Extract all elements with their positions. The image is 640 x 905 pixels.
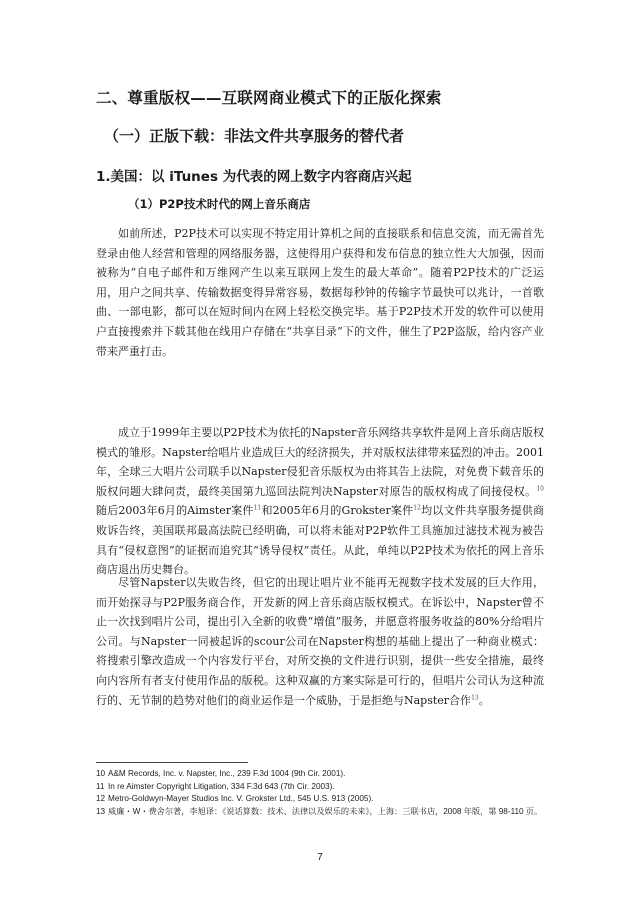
footnote-number: 11 xyxy=(96,781,105,791)
footnote-text: In re Aimster Copyright Litigation, 334 F.3d 643 (7th Cir. 2003). xyxy=(108,781,335,791)
footnote-ref-11[interactable]: 11 xyxy=(253,504,262,512)
subsubsection-heading: 1.美国：以 iTunes 为代表的网上数字内容商店兴起 xyxy=(96,169,412,185)
subsection-heading: （一）正版下载：非法文件共享服务的替代者 xyxy=(104,127,405,145)
footnotes xyxy=(96,768,548,818)
section-heading: 二、尊重版权——互联网商业模式下的正版化探索 xyxy=(96,89,442,107)
paragraph-text: 均以文件共享服务提供商败诉告终，美国联邦最高法院已经明确，可以将未能对P2P软件工具施加过滤技术视为被告具有“侵权意图”的证据而追究其“诱导侵权”责任。从此，单纯以P2P技术为依托的网上音乐商店退出历史舞台。 xyxy=(96,504,545,577)
paragraph-napster-business-model xyxy=(96,573,544,710)
paragraph-napster-history xyxy=(96,423,544,580)
paragraph-text: 和2005年6月的Grokster案件 xyxy=(261,504,414,518)
footnote-ref-12[interactable]: 12 xyxy=(413,504,421,512)
paragraph-text: 。 xyxy=(478,693,490,707)
paragraph-text: 尽管Napster以失败告终，但它的出现让唱片业不能再无视数字技术发展的巨大作用，而开始探寻与P2P服务商合作，开发新的网上音乐商店版权模式。在诉讼中，Napster曾不止一次找到唱片公司，提出引入全新的收费“增值”服务，并愿意将服务收益的80%分给唱片公司。与Napster一同被起诉的scour公司在Napster构想的基础上提出了一种商业模式：将搜索引擎改造成一个内容发行平台，对所交换的文件进行识别，提供一些安全措施，最终向内容所有者支付使用作品的版税。这种双赢的方案实际是可行的，但唱片公司认为这种流行的、无节制的趋势对他们的商业运作是一个威胁，于是拒绝与Napster合作 xyxy=(96,576,544,707)
footnote-item xyxy=(96,768,548,781)
footnote-number: 12 xyxy=(96,794,106,804)
paragraph-p2p-intro xyxy=(96,224,544,361)
footnote-number: 10 xyxy=(96,769,106,778)
page-number: 7 xyxy=(317,852,323,863)
footnote-ref-13[interactable]: 13 xyxy=(471,693,479,701)
footnote-text: Metro-Goldwyn-Mayer Studios Inc. V. Grokster Ltd., 545 U.S. 913 (2005). xyxy=(108,794,374,804)
footnote-item xyxy=(96,781,548,794)
paragraph-text: 如前所述，P2P技术可以实现不特定用计算机之间的直接联系和信息交流，而无需首先登录由他人经营和管理的网络服务器，这使得用户获得和发布信息的独立性大大加强，因而被称为“自电子邮件和万维网产生以来互联网上发生的最大革命”。随着P2P技术的广泛运用，用户之间共享、传输数据变得异常容易，数据每秒钟的传输字节最快可以兆计，一首歌曲、一部电影，都可以在短时间内在网上轻松交换完毕。基于P2P技术开发的软件可以使用户直接搜索并下载其他在线用户存储在“共享目录”下的文件，催生了P2P盗版，给内容产业带来严重打击。 xyxy=(96,227,544,358)
footnote-item xyxy=(96,793,548,806)
footnote-item xyxy=(96,806,548,819)
footnote-number: 13 xyxy=(96,806,106,816)
footnote-divider xyxy=(96,762,248,763)
minor-heading: （1）P2P技术时代的网上音乐商店 xyxy=(128,197,311,211)
paragraph-text: 随后2003年6月的Aimster案件 xyxy=(96,504,254,518)
footnote-text: A&M Records, Inc. v. Napster, Inc., 239 F.3d 1004 (9th Cir. 2001). xyxy=(108,769,346,778)
paragraph-text: 成立于1999年主要以P2P技术为依托的Napster音乐网络共享软件是网上音乐商店版权模式的雏形。Napster给唱片业造成巨大的经济损失，并对版权法律带来猛烈的冲击。2001年，全球三大唱片公司联手以Napster侵犯音乐版权为由将其告上法院，对免费下载音乐的版权问题大肆问责，最终美国第九巡回法院判决Napster对原告的版权构成了间接侵权。 xyxy=(96,426,544,498)
footnote-text: 威廉・W・费舍尔著，李旭译：《说话算数：技术、法律以及娱乐的未来》，上海：三联书店，2008 年版，第 98-110 页。 xyxy=(108,806,543,816)
footnote-ref-10[interactable]: 10 xyxy=(536,485,544,493)
